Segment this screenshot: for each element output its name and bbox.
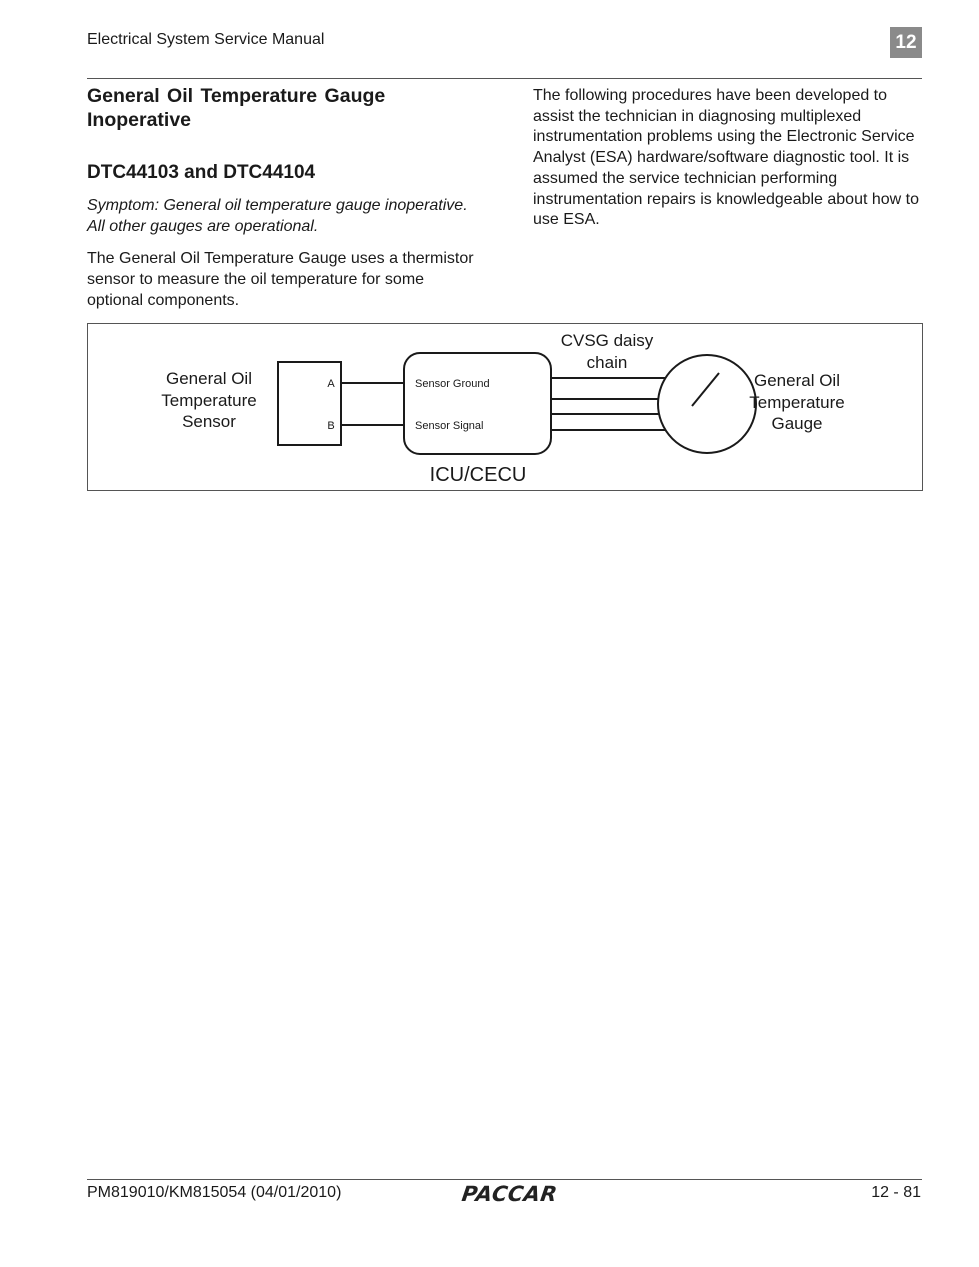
controller-label: ICU/CECU: [429, 464, 527, 486]
left-column: [87, 84, 482, 312]
right-column: [533, 86, 925, 231]
pin-a-label: A: [327, 378, 335, 390]
sensor-box: [278, 362, 341, 445]
description-text: The General Oil Temperature Gauge uses a thermistor sensor to measure the oil temperature for some optional components.: [87, 250, 474, 309]
gauge-label-line-3: Gauge: [771, 414, 823, 433]
wiring-diagram-svg: [88, 324, 922, 490]
sensor-signal-label: Sensor Signal: [415, 420, 484, 432]
wiring-diagram: [87, 323, 923, 491]
sensor-ground-label: Sensor Ground: [415, 378, 490, 390]
paccar-logo: PACCAR: [460, 1182, 560, 1206]
pin-b-label: B: [327, 420, 335, 432]
cvsg-label-line-1: CVSG daisy: [560, 331, 654, 350]
sensor-label-line-3: Sensor: [182, 412, 236, 431]
dtc-title: DTC44103 and DTC44104: [87, 162, 316, 183]
document-id: PM819010/KM815054 (04/01/2010): [87, 1184, 342, 1201]
cvsg-label-line-2: chain: [586, 353, 628, 372]
chapter-badge: 12: [890, 27, 922, 58]
gauge-dial: [658, 355, 756, 453]
controller-box: [404, 353, 551, 454]
sensor-label-line-1: General Oil: [166, 369, 252, 388]
intro-text: The following procedures have been developed to assist the technician in diagnosing multiplexed instrumentation problems using the Electronic Service Analyst (ESA) hardware/software diagnostic tool. It is assumed the service technician performing instrumentation repairs is knowledgeable about how to use ESA.: [533, 87, 920, 229]
page-number: 12 - 81: [871, 1184, 921, 1201]
footer-divider: [87, 1179, 922, 1180]
sensor-label-line-2: Temperature: [161, 391, 257, 410]
symptom-text: Symptom: General oil temperature gauge inoperative. All other gauges are operational.: [87, 197, 468, 235]
manual-title: Electrical System Service Manual: [87, 31, 325, 48]
gauge-label-line-2: Temperature: [749, 393, 845, 412]
cvsg-daisy-chain-wires: [551, 378, 666, 430]
gauge-label-line-1: General Oil: [754, 371, 840, 390]
section-title: General Oil Temperature Gauge Inoperative: [87, 85, 386, 131]
header-divider: [87, 78, 922, 79]
